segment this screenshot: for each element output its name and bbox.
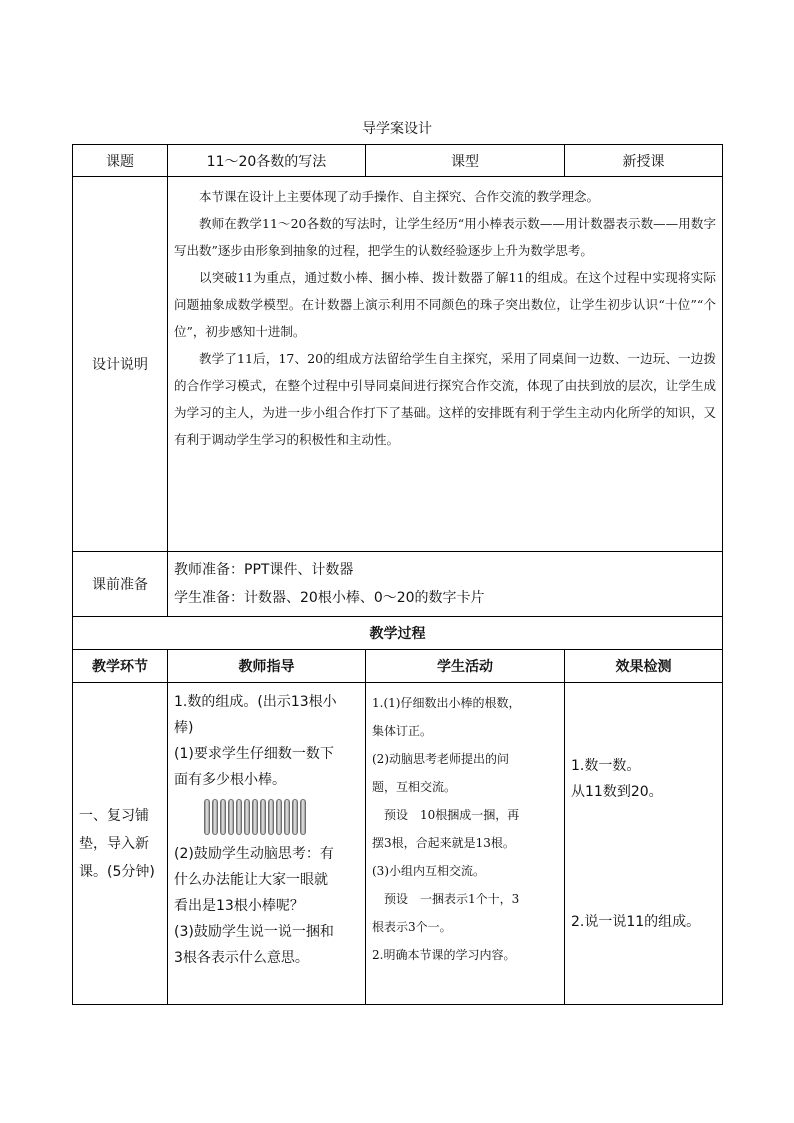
stick-icon — [220, 799, 226, 835]
design-paragraph: 以突破11为重点，通过数小棒、捆小棒、拨计数器了解11的组成。在这个过程中实现将实际问题抽象成数学模型。在计数器上演示利用不同颜色的珠子突出数位，让学生初步认识“十位”“个位”，初步感知十进制。 — [174, 270, 716, 339]
stick-icon — [268, 799, 274, 835]
stick-icon — [276, 799, 282, 835]
prep-content — [168, 552, 723, 617]
stick-icon — [252, 799, 258, 835]
design-paragraph: 教师在教学11～20各数的写法时，让学生经历“用小棒表示数——用计数器表示数——用数字写出数”逐步由形象到抽象的过程，把学生的认数经验逐步上升为数学思考。 — [174, 216, 716, 258]
student-activity-cell — [366, 683, 565, 1005]
student-line: 预设 10根捆成一捆，再 — [384, 808, 520, 822]
teacher-line: (2)鼓励学生动脑思考：有 — [174, 846, 334, 862]
col-header-effect: 效果检测 — [565, 650, 723, 683]
sticks-illustration — [174, 793, 361, 841]
teacher-line: (1)要求学生仔细数一数下 — [174, 746, 334, 762]
effect-line: 1.数一数。 — [571, 758, 641, 774]
page-title: 导学案设计 — [362, 121, 432, 137]
type-value: 新授课 — [565, 145, 723, 177]
stick-icon — [260, 799, 266, 835]
col-header-step: 教学环节 — [73, 650, 168, 683]
step-line: 课。(5分钟) — [79, 863, 155, 880]
design-description — [168, 177, 723, 552]
student-line: 2.明确本节课的学习内容。 — [372, 948, 516, 962]
design-paragraph: 教学了11后，17、20的组成方法留给学生自主探究，采用了同桌间一边数、一边玩、一边拨的合作学习模式，在整个过程中引导同桌间进行探究合作交流，体现了由扶到放的层次，让学生成为学习的主人，为进一步小组合作打下了基础。这样的安排既有利于学生主动内化所学的知识，又有利于调动学生学习的积极性和主动性。 — [174, 351, 716, 447]
teacher-prep: 教师准备：PPT课件、计数器 — [174, 562, 354, 578]
effect-line: 从11数到20。 — [571, 784, 663, 800]
col-header-teacher: 教师指导 — [168, 650, 366, 683]
topic-label: 课题 — [73, 145, 168, 177]
teacher-line: (3)鼓励学生说一说一捆和 — [174, 924, 334, 940]
lesson-plan-table — [72, 144, 723, 1005]
stick-icon — [204, 799, 210, 835]
stick-icon — [244, 799, 250, 835]
step-cell — [73, 683, 168, 1005]
prep-label: 课前准备 — [73, 552, 168, 617]
student-line: 集体订正。 — [372, 724, 433, 738]
teacher-line: 1.数的组成。(出示13根小 — [174, 694, 337, 710]
teacher-line: 什么办法能让大家一眼就 — [174, 872, 328, 888]
topic-value: 11～20各数的写法 — [168, 145, 366, 177]
effect-check-cell — [565, 683, 723, 1005]
student-line: 1.(1)仔细数出小棒的根数， — [372, 696, 521, 710]
stick-icon — [212, 799, 218, 835]
stick-icon — [228, 799, 234, 835]
student-line: 摆3根，合起来就是13根。 — [372, 836, 515, 850]
teacher-line: 3根各表示什么意思。 — [174, 950, 309, 966]
teacher-line: 看出是13根小棒呢？ — [174, 898, 304, 914]
process-title: 教学过程 — [73, 617, 723, 650]
design-paragraph: 本节课在设计上主要体现了动手操作、自主探究、合作交流的教学理念。 — [199, 189, 600, 204]
stick-icon — [236, 799, 242, 835]
type-label: 课型 — [366, 145, 565, 177]
effect-line: 2.说一说11的组成。 — [571, 914, 701, 930]
student-line: (2)动脑思考老师提出的问 — [372, 752, 509, 766]
col-header-student: 学生活动 — [366, 650, 565, 683]
step-line: 一、复习铺 — [79, 807, 149, 824]
stick-icon — [284, 799, 290, 835]
teacher-line: 面有多少根小棒。 — [174, 772, 286, 788]
student-line: 题，互相交流。 — [372, 780, 457, 794]
step-line: 垫，导入新 — [79, 835, 149, 852]
stick-icon — [300, 799, 306, 835]
student-line: 根表示3个一。 — [372, 920, 452, 934]
teacher-guide-cell — [168, 683, 366, 1005]
teacher-line: 棒) — [174, 720, 194, 736]
student-line: (3)小组内互相交流。 — [372, 864, 485, 878]
student-prep: 学生准备：计数器、20根小棒、0～20的数字卡片 — [174, 590, 485, 606]
design-label: 设计说明 — [73, 177, 168, 552]
student-line: 预设 一捆表示1个十，3 — [384, 892, 520, 906]
stick-icon — [292, 799, 298, 835]
